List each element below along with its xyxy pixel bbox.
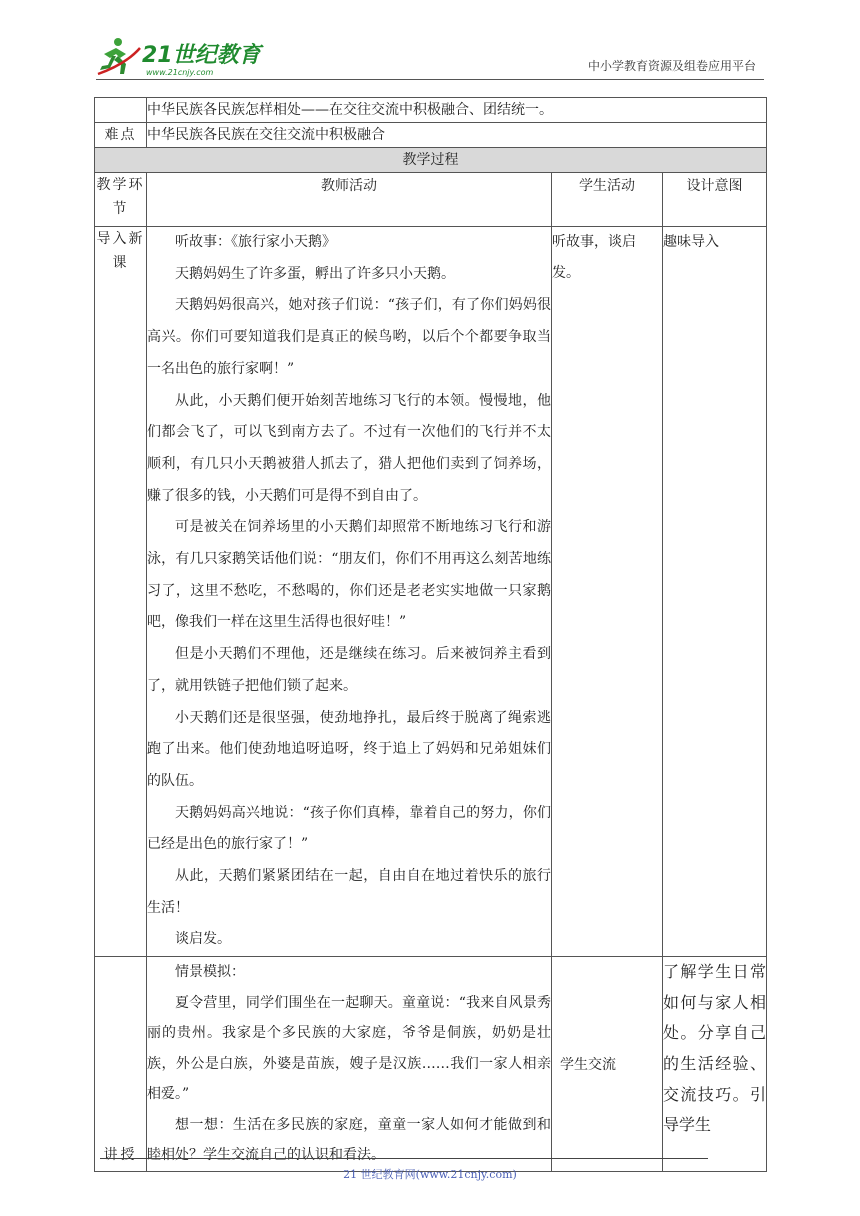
logo-url: www.21cnjy.com (146, 68, 214, 77)
intro-paragraph: 天鹅妈妈高兴地说：“孩子你们真棒，靠着自己的努力，你们已经是出色的旅行家了！” (147, 804, 551, 853)
lecture-teacher-activity (147, 957, 552, 1172)
col-student: 学生活动 (552, 173, 663, 227)
logo-wordmark: 21世纪教育 (142, 43, 261, 68)
difficulty-label: 难点 (95, 123, 147, 148)
focus-row (95, 98, 767, 123)
lecture-paragraph: 夏令营里，同学们围坐在一起聊天。童童说：“我来自风景秀丽的贵州。我家是个多民族的大家庭，爷爷是侗族，奶奶是壮族，外公是白族，外婆是苗族，嫂子是汉族……我们一家人相亲相爱。” (147, 994, 551, 1103)
intro-student-activity: 听故事，谈启发。 (552, 227, 663, 957)
lecture-paragraph: 情景模拟： (175, 964, 245, 981)
lecture-row (95, 957, 767, 1172)
intro-paragraph: 但是小天鹅们不理他，还是继续在练习。后来被饲养主看到了，就用铁链子把他们锁了起来。 (147, 646, 551, 694)
footer-divider (100, 1158, 708, 1159)
focus-label (95, 98, 147, 123)
lecture-paragraph: 想一想：生活在多民族的家庭，童童一家人如何才能做到和睦相处？学生交流自己的认识和看法。 (147, 1116, 551, 1164)
intro-paragraph: 天鹅妈妈很高兴，她对孩子们说：“孩子们，有了你们妈妈很高兴。你们可要知道我们是真正的候鸟哟，以后个个都要争取当一名出色的旅行家啊！” (147, 297, 551, 377)
intro-teacher-activity (147, 227, 552, 957)
intro-stage: 导入新课 (95, 227, 147, 957)
col-stage: 教学环节 (95, 173, 147, 227)
intro-design-intent: 趣味导入 (663, 227, 767, 957)
site-logo (96, 34, 261, 78)
lesson-plan-table (94, 97, 767, 1172)
column-header-row (95, 173, 767, 227)
lecture-student-activity: 学生交流 (552, 957, 663, 1172)
intro-paragraph: 可是被关在饲养场里的小天鹅们却照常不断地练习飞行和游泳，有几只家鹅笑话他们说：“朋友们，你们不用再这么刻苦地练习了，这里不愁吃，不愁喝的，你们还是老老实实地做一只家鹅吧，像我们一样在这里生活得也很好哇！” (147, 519, 551, 631)
footer-link[interactable]: 21 世纪教育网(www.21cnjy.com) (343, 1168, 517, 1181)
intro-paragraph: 谈启发。 (175, 931, 231, 948)
section-row (95, 148, 767, 173)
col-teacher: 教师活动 (147, 173, 552, 227)
header-divider (96, 79, 764, 80)
intro-paragraph: 天鹅妈妈生了许多蛋，孵出了许多只小天鹅。 (175, 265, 455, 282)
intro-paragraph: 从此，小天鹅们便开始刻苦地练习飞行的本领。慢慢地，他们都会飞了，可以飞到南方去了。不过有一次他们的飞行并不太顺利，有几只小天鹅被猎人抓去了，猎人把他们卖到了饲养场，赚了很多的钱，小天鹅们可是得不到自由了。 (147, 392, 551, 504)
difficulty-content: 中华民族各民族在交往交流中积极融合 (147, 123, 767, 148)
lecture-design-intent: 了解学生日常如何与家人相处。分享自己的生活经验、交流技巧。引导学生 (663, 957, 767, 1172)
intro-paragraph: 听故事：《旅行家小天鹅》 (175, 234, 336, 250)
platform-name: 中小学教育资源及组卷应用平台 (587, 59, 756, 73)
difficulty-row (95, 123, 767, 148)
focus-content: 中华民族各民族怎样相处——在交往交流中积极融合、团结统一。 (147, 98, 767, 123)
page-header (96, 34, 764, 80)
lecture-stage: 讲授 (95, 957, 147, 1172)
intro-paragraph: 从此，天鹅们紧紧团结在一起，自由自在地过着快乐的旅行生活！ (147, 868, 551, 916)
section-title: 教学过程 (95, 148, 767, 173)
intro-paragraph: 小天鹅们还是很坚强，使劲地挣扎，最后终于脱离了绳索逃跑了出来。他们使劲地追呀追呀，终于追上了妈妈和兄弟姐妹们的队伍。 (147, 709, 551, 789)
col-design: 设计意图 (663, 173, 767, 227)
intro-row (95, 227, 767, 957)
